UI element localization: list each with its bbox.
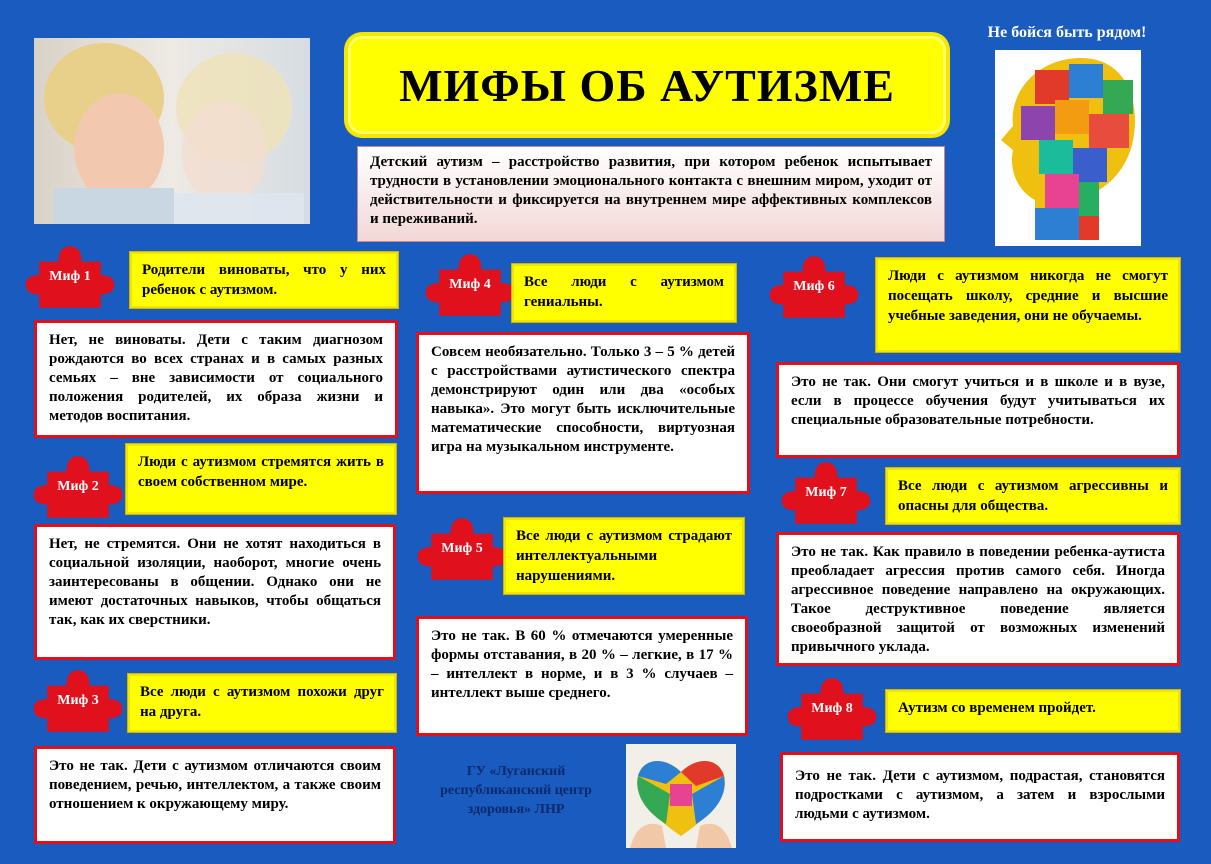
myth-5-statement: Все люди с аутизмом страдают интеллектуальными нарушениями.: [504, 518, 744, 594]
myth-3-puzzle-piece: [28, 664, 128, 738]
myth-3-statement: Все люди с аутизмом похожи друг на друга.: [128, 674, 396, 732]
myth-7-statement: Все люди с аутизмом агрессивны и опасны для общества.: [886, 468, 1180, 524]
myth-7-puzzle-piece: [776, 456, 876, 530]
organization-name: ГУ «Луганский республиканский центр здоровья» ЛНР: [440, 764, 592, 817]
myth-4-puzzle-piece: [420, 248, 520, 322]
myth-8-puzzle-piece: [782, 672, 882, 746]
myth-6-puzzle-piece: [764, 250, 864, 324]
myth-1-puzzle-piece: [20, 240, 120, 314]
myth-5-label: Миф 5: [441, 541, 483, 556]
myth-3-label: Миф 3: [57, 693, 99, 708]
myth-1-label: Миф 1: [49, 269, 91, 284]
myth-8-statement: Аутизм со временем пройдет.: [886, 690, 1180, 732]
myth-5-answer: Это не так. В 60 % отмечаются умеренные формы отставания, в 20 % – легкие, в 17 % – интеллект в норме, и в 3 % случаев – интеллект выше среднего.: [416, 616, 748, 736]
myth-1-statement: Родители виноваты, что у них ребенок с аутизмом.: [130, 252, 398, 308]
myth-2-puzzle-piece: [28, 450, 128, 524]
puzzle-head-icon: [995, 50, 1141, 246]
myth-3-answer: Это не так. Дети с аутизмом отличаются своим поведением, речью, интеллектом, а также своим отношением к окружающему миру.: [34, 746, 396, 844]
myth-6-answer: Это не так. Они смогут учиться и в школе и в вузе, если в процессе обучения будут учитываться их специальные образовательные потребности.: [776, 362, 1180, 458]
myth-6-statement: Люди с аутизмом никогда не смогут посещать школу, средние и высшие учебные заведения, они не обучаемы.: [876, 258, 1180, 352]
myth-1-answer: Нет, не виноваты. Дети с таким диагнозом рождаются во всех странах и в самых разных семьях – вне зависимости от социального положения родителей, их образа жизни и методов воспитания.: [34, 320, 398, 438]
poster-title: МИФЫ ОБ АУТИЗМЕ: [399, 59, 895, 111]
myth-8-label: Миф 8: [811, 701, 853, 716]
myth-2-answer: Нет, не стремятся. Они не хотят находиться в социальной изоляции, наоборот, многие очень заинтересованы в общении. Однако они не имеют достаточных навыков, чтобы общаться так, как их сверстники.: [34, 524, 396, 660]
puzzle-heart-hands-icon: [626, 744, 736, 848]
myth-5-puzzle-piece: [412, 512, 512, 586]
myth-4-answer: Совсем необязательно. Только 3 – 5 % детей с расстройствами аутистического спектра демонстрируют один или два «особых навыка». Это могут быть исключительные математические способности, виртуозная игра на музыкальном инструменте.: [416, 332, 750, 494]
myth-7-label: Миф 7: [805, 485, 847, 500]
myth-2-label: Миф 2: [57, 479, 99, 494]
intro-text: Детский аутизм – расстройство развития, при котором ребенок испытывает трудности в установлении эмоционального контакта с внешним миром, уходит от действительности и фиксируется на внутреннем мире аффективных комплексов и переживаний.: [357, 146, 945, 242]
slogan: Не бойся быть рядом!: [987, 24, 1147, 41]
child-reflection-photo: [34, 38, 310, 224]
myth-6-label: Миф 6: [793, 279, 835, 294]
myth-8-answer: Это не так. Дети с аутизмом, подрастая, становятся подростками с аутизмом, а затем и взрослыми людьми с аутизмом.: [780, 752, 1180, 842]
poster-title-box: [348, 36, 946, 134]
myth-2-statement: Люди с аутизмом стремятся жить в своем собственном мире.: [126, 444, 396, 514]
myth-4-label: Миф 4: [449, 277, 491, 292]
myth-7-answer: Это не так. Как правило в поведении ребенка-аутиста преобладает агрессия против самого себя. Иногда агрессивное поведение направлено на окружающих. Такое деструктивное поведение является своеобразной защитой от возможных изменений привычного уклада.: [776, 532, 1180, 666]
myth-4-statement: Все люди с аутизмом гениальны.: [512, 264, 736, 322]
